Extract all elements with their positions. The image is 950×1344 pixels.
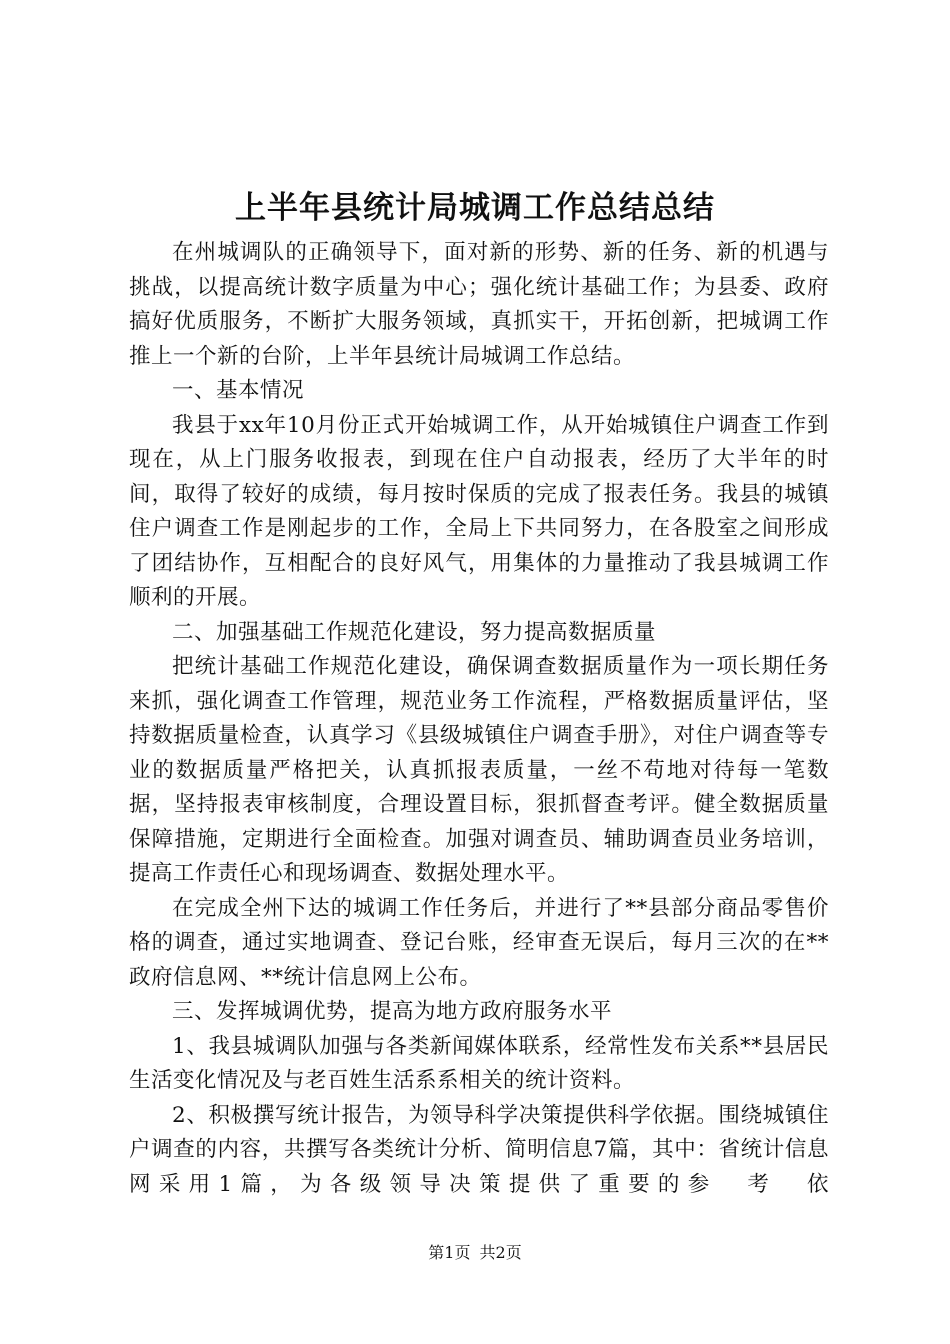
paragraph-intro: 在州城调队的正确领导下，面对新的形势、新的任务、新的机遇与挑战，以提高统计数字质量为中心；强化统计基础工作；为县委、政府搞好优质服务，不断扩大服务领域，真抓实干，开拓创新，把城调工作推上一个新的台阶，上半年县统计局城调工作总结。 bbox=[129, 240, 829, 369]
document-title: 上半年县统计局城调工作总结总结 bbox=[235, 190, 715, 226]
section-heading-1: 一、基本情况 bbox=[172, 378, 305, 403]
paragraph-data-quality: 把统计基础工作规范化建设，确保调查数据质量作为一项长期任务来抓，强化调查工作管理，规范业务工作流程，严格数据质量评估，坚持数据质量检查，认真学习《县级城镇住户调查手册》，对住户调查等专业的数据质量严格把关，认真抓报表质量，一丝不苟地对待每一笔数据，坚持报表审核制度，合理设置目标，狠抓督查考评。健全数据质量保障措施，定期进行全面检查。加强对调查员、辅助调查员业务培训，提高工作责任心和现场调查、数据处理水平。 bbox=[129, 654, 829, 886]
section-heading-3: 三、发挥城调优势，提高为地方政府服务水平 bbox=[172, 999, 613, 1024]
paragraph-reports: 2、积极撰写统计报告，为领导科学决策提供科学依据。围绕城镇住户调查的内容，共撰写各类统计分析、简明信息7篇，其中：省统计信息网采用1篇，为各级领导决策提供了重要的参 考 依 bbox=[129, 1102, 829, 1197]
page-number: 第1页 bbox=[428, 1243, 471, 1262]
paragraph-media: 1、我县城调队加强与各类新闻媒体联系，经常性发布关系**县居民生活变化情况及与老百姓生活系系相关的统计资料。 bbox=[129, 1033, 829, 1093]
paragraph-basic-situation: 我县于xx年10月份正式开始城调工作，从开始城镇住户调查工作到现在，从上门服务收报表，到现在住户自动报表，经历了大半年的时间，取得了较好的成绩，每月按时保质的完成了报表任务。我县的城镇住户调查工作是刚起步的工作，全局上下共同努力，在各股室之间形成了团结协作，互相配合的良好风气，用集体的力量推动了我县城调工作顺利的开展。 bbox=[129, 412, 829, 610]
document-body bbox=[129, 236, 829, 1202]
page-footer bbox=[0, 1243, 950, 1263]
page-total: 共2页 bbox=[479, 1243, 522, 1262]
paragraph-price-survey: 在完成全州下达的城调工作任务后，并进行了**县部分商品零售价格的调查，通过实地调查、登记台账，经审查无误后，每月三次的在**政府信息网、**统计信息网上公布。 bbox=[129, 895, 829, 990]
section-heading-2: 二、加强基础工作规范化建设，努力提高数据质量 bbox=[172, 619, 657, 645]
